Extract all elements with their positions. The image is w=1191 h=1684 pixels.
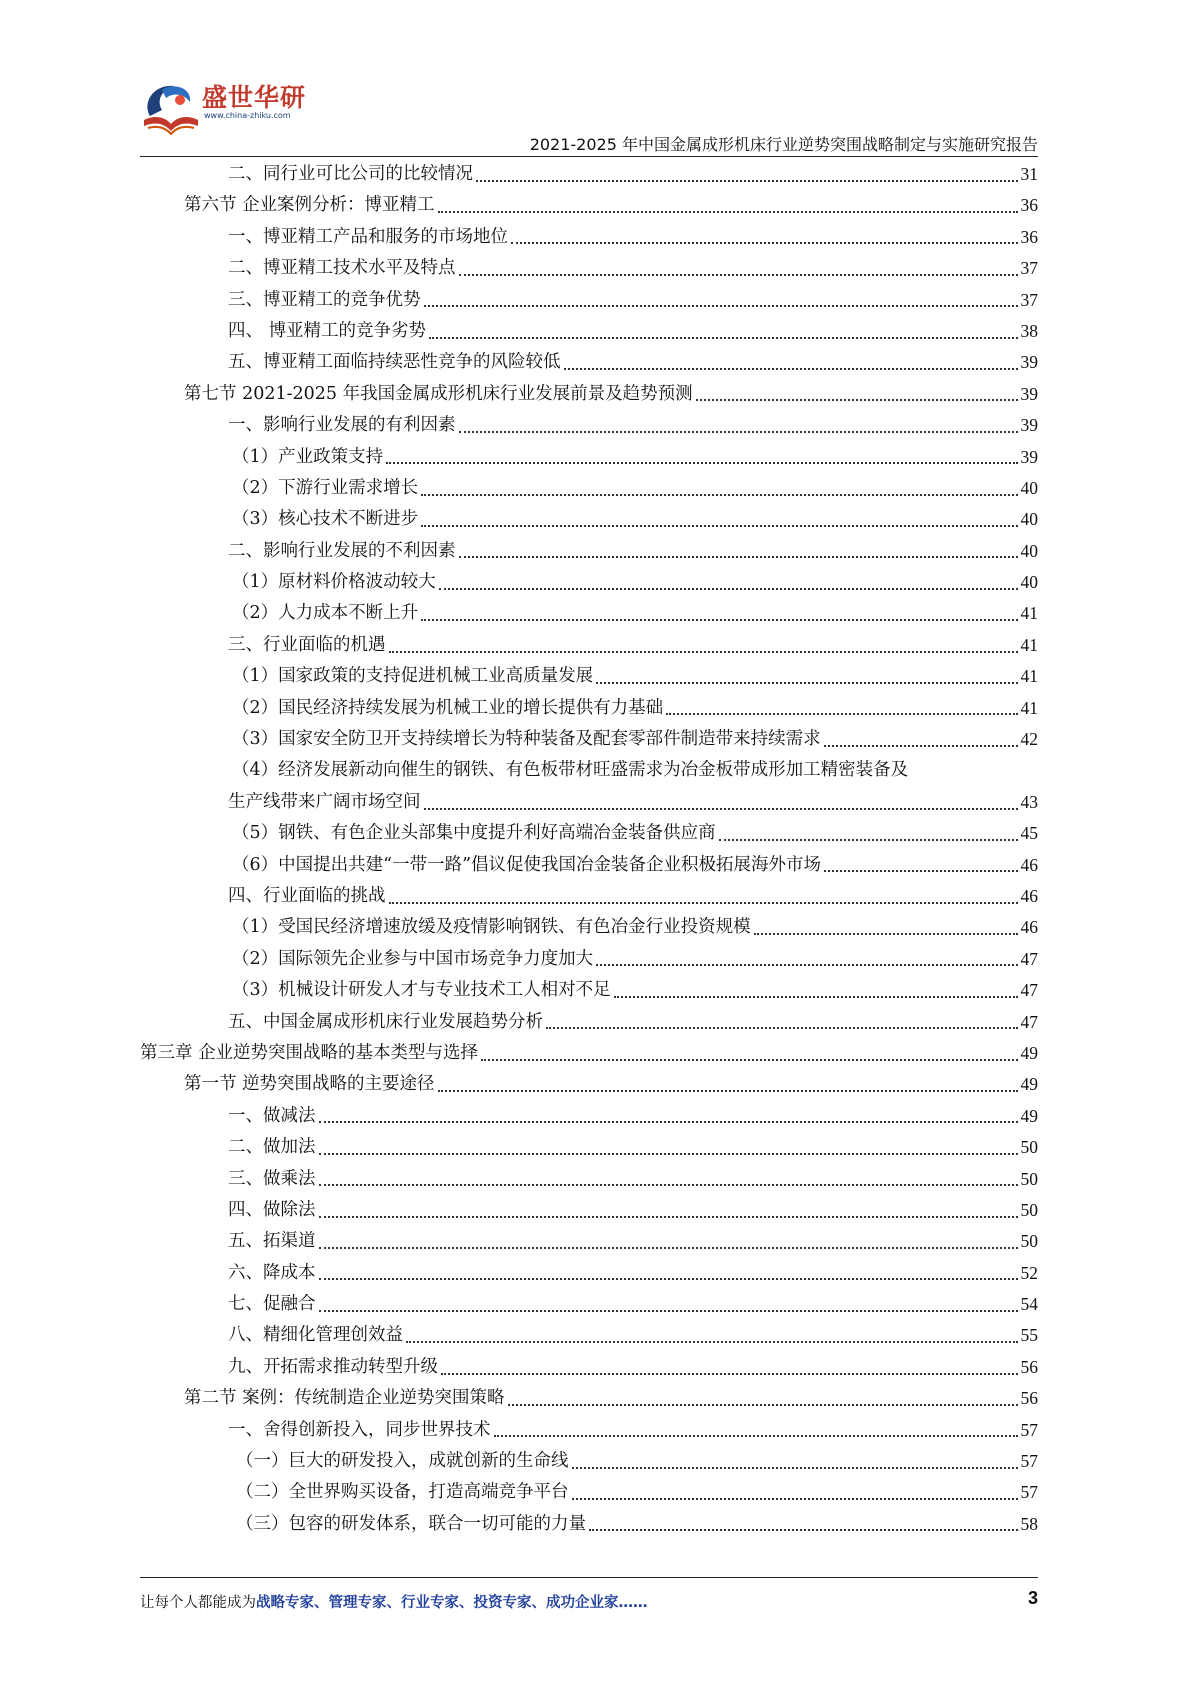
toc-dot-leader <box>319 1121 1018 1123</box>
table-of-contents <box>140 159 1038 1540</box>
toc-entry-page: 47 <box>1020 980 1038 1001</box>
toc-dot-leader <box>589 1529 1018 1531</box>
toc-dot-leader <box>441 1373 1018 1375</box>
toc-dot-leader <box>421 494 1017 496</box>
toc-entry-label: 一、舍得创新投入，同步世界技术 <box>228 1419 491 1440</box>
toc-dot-leader <box>421 525 1017 527</box>
book-logo-icon <box>140 78 202 140</box>
footer-slogan-prefix: 让每个人都能成为 <box>140 1595 256 1611</box>
toc-entry-label: 五、博亚精工面临持续恶性竞争的风险较低 <box>228 352 561 373</box>
toc-entry-label: （1）国家政策的支持促进机械工业高质量发展 <box>232 666 594 687</box>
toc-entry[interactable] <box>140 975 1038 1006</box>
toc-dot-leader <box>439 588 1018 590</box>
toc-dot-leader <box>546 1027 1018 1029</box>
toc-entry-label: （3）机械设计研发人才与专业技术工人相对不足 <box>232 980 611 1001</box>
toc-entry-label: 八、精细化管理创效益 <box>228 1325 403 1346</box>
toc-entry-label: （三）包容的研发体系，联合一切可能的力量 <box>236 1513 586 1534</box>
toc-dot-leader <box>319 1216 1018 1218</box>
toc-dot-leader <box>319 1278 1018 1280</box>
toc-entry[interactable] <box>140 473 1038 504</box>
toc-entry-page: 46 <box>1020 885 1038 906</box>
toc-entry-label: 一、影响行业发展的有利因素 <box>228 415 456 436</box>
toc-entry[interactable] <box>140 347 1038 378</box>
toc-dot-leader <box>319 1310 1018 1312</box>
toc-entry-label: 第六节 企业案例分析：博亚精工 <box>184 195 435 216</box>
toc-entry-page: 58 <box>1020 1513 1038 1534</box>
toc-entry[interactable] <box>140 410 1038 441</box>
page-header <box>0 0 1191 160</box>
toc-entry-page: 36 <box>1020 226 1038 247</box>
toc-dot-leader <box>719 839 1018 841</box>
toc-entry-label: 二、做加法 <box>228 1137 316 1158</box>
toc-entry[interactable] <box>140 944 1038 975</box>
toc-entry-page: 42 <box>1020 729 1038 750</box>
toc-entry-label: （二）全世界购买设备，打造高端竞争平台 <box>236 1482 569 1503</box>
toc-entry-label: 第三章 企业逆势突围战略的基本类型与选择 <box>140 1042 479 1063</box>
toc-entry-label: 三、博亚精工的竞争优势 <box>228 289 421 310</box>
toc-entry[interactable] <box>140 190 1038 221</box>
toc-dot-leader <box>319 1247 1018 1249</box>
toc-dot-leader <box>319 1184 1018 1186</box>
toc-dot-leader <box>614 996 1018 998</box>
toc-entry[interactable] <box>140 1289 1038 1320</box>
toc-entry-page: 50 <box>1020 1137 1038 1158</box>
toc-entry-page: 54 <box>1020 1294 1038 1315</box>
toc-entry-page: 40 <box>1020 477 1038 498</box>
toc-entry-page: 49 <box>1020 1042 1038 1063</box>
toc-entry-page: 47 <box>1020 948 1038 969</box>
toc-entry-label: （2）国际领先企业参与中国市场竞争力度加大 <box>232 948 594 969</box>
toc-entry-page: 36 <box>1020 195 1038 216</box>
toc-entry-label: 一、做减法 <box>228 1105 316 1126</box>
toc-entry[interactable] <box>140 1038 1038 1069</box>
toc-entry-page: 41 <box>1020 697 1038 718</box>
toc-entry[interactable] <box>140 598 1038 629</box>
toc-entry[interactable] <box>140 1101 1038 1132</box>
toc-dot-leader <box>459 431 1018 433</box>
toc-entry-page: 46 <box>1020 917 1038 938</box>
toc-entry-page: 57 <box>1020 1419 1038 1440</box>
toc-dot-leader <box>406 1341 1018 1343</box>
toc-dot-leader <box>564 368 1018 370</box>
toc-entry-label: （一）巨大的研发投入，成就创新的生命线 <box>236 1451 569 1472</box>
toc-entry-label: 九、开拓需求推动转型升级 <box>228 1356 438 1377</box>
toc-entry-label: 五、中国金属成形机床行业发展趋势分析 <box>228 1011 543 1032</box>
toc-entry-label: 第一节 逆势突围战略的主要途径 <box>184 1074 435 1095</box>
toc-dot-leader <box>494 1435 1018 1437</box>
report-title: 2021-2025 年中国金属成形机床行业逆势突围战略制定与实施研究报告 <box>529 135 1038 154</box>
toc-entry[interactable] <box>140 1164 1038 1195</box>
toc-entry-label: 第七节 2021-2025 年我国金属成形机床行业发展前景及趋势预测 <box>184 383 693 404</box>
toc-entry[interactable] <box>140 1226 1038 1257</box>
toc-entry[interactable] <box>140 253 1038 284</box>
toc-entry[interactable] <box>140 630 1038 661</box>
toc-entry[interactable] <box>140 285 1038 316</box>
toc-dot-leader <box>389 902 1018 904</box>
toc-entry-page: 57 <box>1020 1482 1038 1503</box>
toc-entry-label: （1）原材料价格波动较大 <box>232 572 436 593</box>
toc-dot-leader <box>386 462 1017 464</box>
toc-entry[interactable] <box>140 1352 1038 1383</box>
toc-entry[interactable] <box>140 1477 1038 1508</box>
toc-entry-label: 四、 博亚精工的竞争劣势 <box>228 320 427 341</box>
toc-entry-label: 五、拓渠道 <box>228 1231 316 1252</box>
toc-entry[interactable] <box>140 1132 1038 1163</box>
toc-entry[interactable] <box>140 1258 1038 1289</box>
toc-entry-page: 49 <box>1020 1105 1038 1126</box>
toc-dot-leader <box>508 1404 1018 1406</box>
toc-dot-leader <box>319 1153 1018 1155</box>
toc-entry-label: （6）中国提出共建“一带一路”倡议促使我国冶金装备企业积极拓展海外市场 <box>232 854 822 875</box>
toc-dot-leader <box>572 1498 1018 1500</box>
toc-dot-leader <box>476 180 1018 182</box>
toc-entry-label: 二、同行业可比公司的比较情况 <box>228 164 473 184</box>
toc-entry-label: 二、影响行业发展的不利因素 <box>228 540 456 561</box>
toc-dot-leader <box>824 870 1017 872</box>
toc-entry[interactable] <box>140 316 1038 347</box>
toc-entry[interactable] <box>140 159 1038 190</box>
toc-dot-leader <box>438 211 1018 213</box>
toc-entry[interactable] <box>140 504 1038 535</box>
toc-entry[interactable] <box>140 850 1038 881</box>
toc-dot-leader <box>754 933 1018 935</box>
toc-entry-label: 生产线带来广阔市场空间 <box>228 791 421 812</box>
toc-dot-leader <box>824 745 1018 747</box>
toc-entry-page: 46 <box>1020 854 1038 875</box>
toc-entry-page: 56 <box>1020 1356 1038 1377</box>
footer-divider <box>140 1577 1038 1578</box>
toc-entry-label: 六、降成本 <box>228 1262 316 1283</box>
toc-entry-label: （3）核心技术不断进步 <box>232 509 419 530</box>
toc-entry-page: 45 <box>1020 823 1038 844</box>
toc-entry[interactable] <box>140 1415 1038 1446</box>
toc-entry-page: 40 <box>1020 509 1038 530</box>
toc-dot-leader <box>572 1467 1018 1469</box>
toc-dot-leader <box>438 1090 1018 1092</box>
toc-dot-leader <box>424 305 1018 307</box>
toc-entry-label: 一、博亚精工产品和服务的市场地位 <box>228 226 508 247</box>
toc-dot-leader <box>696 399 1018 401</box>
toc-entry-page: 41 <box>1020 603 1038 624</box>
toc-entry-label: （2）下游行业需求增长 <box>232 477 419 498</box>
toc-entry-page: 31 <box>1020 164 1038 184</box>
toc-entry-label: （3）国家安全防卫开支持续增长为特种装备及配套零部件制造带来持续需求 <box>232 729 821 750</box>
toc-entry[interactable] <box>140 1069 1038 1100</box>
toc-entry-page: 47 <box>1020 1011 1038 1032</box>
toc-dot-leader <box>481 1059 1017 1061</box>
toc-entry-page: 37 <box>1020 289 1038 310</box>
toc-entry-label: 四、行业面临的挑战 <box>228 885 386 906</box>
toc-entry-page: 38 <box>1020 320 1038 341</box>
toc-entry-label: （1）产业政策支持 <box>232 446 384 467</box>
toc-dot-leader <box>459 274 1018 276</box>
toc-entry[interactable] <box>140 787 1038 818</box>
header-divider <box>140 156 1038 157</box>
toc-entry-label: （2）人力成本不断上升 <box>232 603 419 624</box>
toc-entry-page: 40 <box>1020 540 1038 561</box>
toc-entry[interactable] <box>140 1446 1038 1477</box>
toc-entry[interactable] <box>140 222 1038 253</box>
toc-entry-page: 39 <box>1020 352 1038 373</box>
toc-entry-label: 七、促融合 <box>228 1294 316 1315</box>
toc-entry-page: 39 <box>1020 446 1038 467</box>
toc-dot-leader <box>511 242 1018 244</box>
toc-entry[interactable] <box>140 693 1038 724</box>
toc-entry-label: （1）受国民经济增速放缓及疫情影响钢铁、有色冶金行业投资规模 <box>232 917 751 938</box>
toc-entry-label: 二、博亚精工技术水平及特点 <box>228 258 456 279</box>
toc-entry[interactable] <box>140 818 1038 849</box>
toc-entry[interactable] <box>140 1320 1038 1351</box>
toc-entry[interactable] <box>140 912 1038 943</box>
logo-url: www.china-zhiku.com <box>204 111 291 120</box>
toc-entry-page: 40 <box>1020 572 1038 593</box>
logo-name: 盛世华研 <box>202 83 307 112</box>
toc-entry-label: （2）国民经济持续发展为机械工业的增长提供有力基础 <box>232 697 664 718</box>
toc-dot-leader <box>596 682 1017 684</box>
toc-entry[interactable] <box>140 724 1038 755</box>
toc-entry-page: 50 <box>1020 1231 1038 1252</box>
toc-dot-leader <box>389 651 1018 653</box>
footer-slogan-highlight: 战略专家、管理专家、行业专家、投资专家、成功企业家…… <box>256 1595 648 1611</box>
toc-entry-page: 56 <box>1020 1388 1038 1409</box>
toc-entry[interactable] <box>140 1383 1038 1414</box>
toc-entry-page: 39 <box>1020 383 1038 404</box>
toc-entry-page: 43 <box>1020 791 1038 812</box>
toc-entry[interactable] <box>140 1509 1038 1540</box>
toc-entry-label: 三、做乘法 <box>228 1168 316 1189</box>
toc-entry-page: 37 <box>1020 258 1038 279</box>
toc-entry-page: 49 <box>1020 1074 1038 1095</box>
toc-entry-page: 41 <box>1020 634 1038 655</box>
toc-entry-page: 52 <box>1020 1262 1038 1283</box>
toc-entry-page: 50 <box>1020 1168 1038 1189</box>
toc-entry[interactable] <box>140 379 1038 410</box>
company-logo <box>140 78 330 148</box>
toc-entry-page: 57 <box>1020 1451 1038 1472</box>
toc-entry[interactable] <box>140 661 1038 692</box>
toc-dot-leader <box>424 808 1018 810</box>
footer-slogan <box>140 1591 648 1612</box>
toc-dot-leader <box>666 713 1017 715</box>
toc-dot-leader <box>429 337 1017 339</box>
toc-entry[interactable] <box>140 442 1038 473</box>
toc-dot-leader <box>459 556 1018 558</box>
toc-entry[interactable] <box>140 881 1038 912</box>
toc-entry-label: （4）经济发展新动向催生的钢铁、有色板带材旺盛需求为冶金板带成形加工精密装备及 <box>232 760 909 781</box>
toc-entry-page: 50 <box>1020 1199 1038 1220</box>
toc-entry-page: 41 <box>1020 666 1038 687</box>
toc-entry-page: 55 <box>1020 1325 1038 1346</box>
toc-entry-label: 四、做除法 <box>228 1199 316 1220</box>
toc-entry[interactable] <box>140 1195 1038 1226</box>
toc-dot-leader <box>421 619 1017 621</box>
toc-entry[interactable] <box>140 536 1038 567</box>
toc-entry[interactable] <box>140 755 1038 786</box>
toc-entry[interactable] <box>140 567 1038 598</box>
toc-entry[interactable] <box>140 1007 1038 1038</box>
toc-entry-label: 三、行业面临的机遇 <box>228 634 386 655</box>
page-number: 3 <box>1027 1588 1038 1608</box>
toc-entry-label: 第二节 案例：传统制造企业逆势突围策略 <box>184 1388 505 1409</box>
toc-entry-page: 39 <box>1020 415 1038 436</box>
toc-entry-label: （5）钢铁、有色企业头部集中度提升利好高端冶金装备供应商 <box>232 823 716 844</box>
toc-dot-leader <box>596 964 1017 966</box>
